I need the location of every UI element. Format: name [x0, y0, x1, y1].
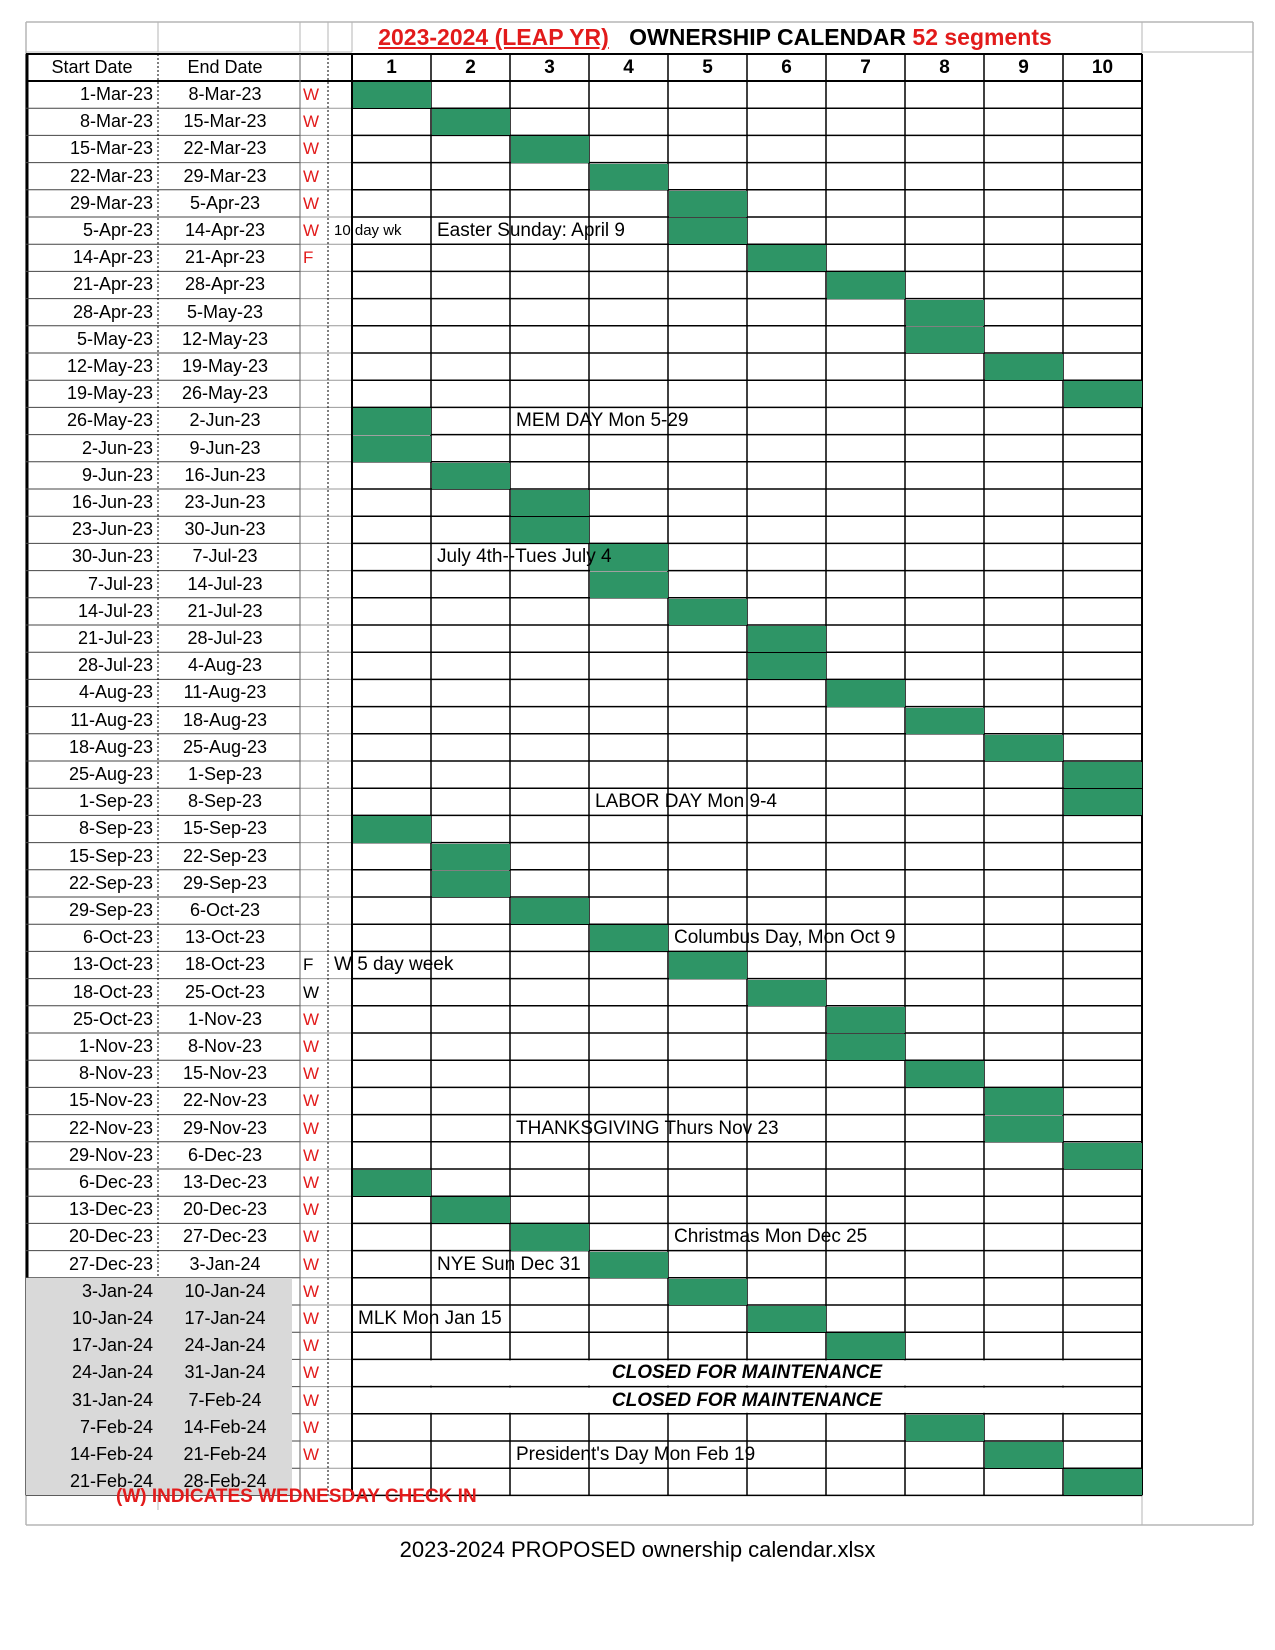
end-date: 27-Dec-23: [182, 1226, 268, 1247]
start-date: 28-Jul-23: [77, 655, 153, 676]
owner-week-cell-col-3: [511, 490, 589, 516]
column-header-4: 4: [623, 57, 634, 78]
checkin-flag: W: [303, 1390, 320, 1410]
end-date: 23-Jun-23: [184, 492, 266, 512]
end-date: 3-Jan-24: [189, 1253, 261, 1274]
week-length-note: W 5 day week: [334, 954, 454, 976]
start-date: 28-Apr-23: [72, 301, 153, 322]
end-date: 18-Aug-23: [182, 709, 268, 730]
closed-for-maintenance: CLOSED FOR MAINTENANCE: [611, 1362, 883, 1384]
owner-week-cell-col-2: [432, 844, 510, 870]
start-date: 6-Oct-23: [82, 927, 153, 948]
start-date: 20-Dec-23: [68, 1226, 153, 1247]
owner-week-cell-col-2: [432, 109, 510, 135]
column-header-1: 1: [386, 57, 397, 78]
owner-week-cell-col-1: [353, 82, 431, 108]
checkin-flag: W: [303, 1281, 320, 1301]
start-date: 25-Aug-23: [68, 764, 153, 784]
start-date: 4-Aug-23: [78, 682, 153, 703]
start-date: 14-Apr-23: [72, 247, 153, 268]
start-date: 15-Sep-23: [68, 845, 153, 866]
checkin-flag: W: [303, 982, 320, 1002]
owner-week-cell-col-6: [748, 980, 826, 1006]
end-date: 13-Dec-23: [182, 1172, 268, 1192]
holiday-note: President's Day Mon Feb 19: [516, 1444, 756, 1465]
closed-for-maintenance: CLOSED FOR MAINTENANCE: [611, 1389, 883, 1411]
holiday-note: LABOR DAY Mon 9-4: [595, 791, 777, 813]
end-date: 6-Dec-23: [187, 1144, 263, 1165]
holiday-note: NYE Sun Dec 31: [437, 1253, 581, 1275]
owner-week-cell-col-8: [906, 327, 984, 353]
checkin-flag: W: [303, 1417, 320, 1437]
start-date: 25-Oct-23: [72, 1008, 153, 1029]
start-date: 3-Jan-24: [81, 1280, 153, 1301]
end-date: 21-Feb-24: [183, 1444, 267, 1464]
start-date: 30-Jun-23: [71, 546, 153, 567]
page-title: [340, 22, 1090, 52]
owner-week-cell-col-3: [511, 136, 589, 162]
owner-week-cell-col-3: [511, 898, 589, 924]
owner-week-cell-col-1: [353, 816, 431, 842]
checkin-flag: W: [303, 1064, 320, 1084]
end-date: 12-May-23: [181, 328, 269, 349]
checkin-flag: W: [303, 85, 320, 104]
end-date: 21-Apr-23: [184, 247, 266, 268]
end-date: 28-Feb-24: [183, 1471, 267, 1492]
end-date: 10-Jan-24: [184, 1280, 266, 1301]
end-date: 17-Jan-24: [184, 1308, 266, 1328]
week-length-note: 10 day wk: [334, 222, 402, 239]
owner-week-cell-col-5: [669, 952, 747, 978]
end-date: 22-Nov-23: [182, 1090, 268, 1111]
column-header-3: 3: [544, 57, 555, 78]
column-header-5: 5: [702, 57, 713, 78]
checkin-flag: W: [303, 1227, 320, 1247]
checkin-flag: W: [303, 1009, 320, 1029]
file-caption: 2023-2024 PROPOSED ownership calendar.xlsx: [399, 1537, 876, 1562]
start-date: 18-Aug-23: [68, 736, 153, 757]
owner-week-cell-col-8: [906, 1415, 984, 1441]
start-date: 29-Nov-23: [68, 1144, 153, 1165]
checkin-flag: W: [303, 1336, 320, 1356]
owner-week-cell-col-6: [748, 245, 826, 271]
owner-week-cell-col-5: [669, 599, 747, 625]
owner-week-cell-col-9: [985, 1116, 1063, 1142]
end-date: 7-Feb-24: [188, 1389, 262, 1410]
column-header-2: 2: [465, 57, 476, 78]
start-date: 8-Nov-23: [78, 1063, 153, 1084]
end-date: 30-Jun-23: [184, 519, 266, 540]
owner-week-cell-col-7: [827, 1333, 905, 1359]
holiday-note: Christmas Mon Dec 25: [674, 1226, 868, 1248]
owner-week-cell-col-2: [432, 871, 510, 897]
end-date: 6-Oct-23: [189, 900, 261, 920]
start-date: 15-Nov-23: [68, 1090, 153, 1111]
start-date: 5-May-23: [76, 328, 153, 349]
start-date: 2-Jun-23: [81, 437, 153, 458]
end-date: 7-Jul-23: [192, 546, 258, 567]
end-date: 20-Dec-23: [182, 1199, 268, 1220]
end-date: 16-Jun-23: [184, 464, 266, 485]
end-date: 8-Sep-23: [187, 791, 263, 812]
end-date: 8-Mar-23: [188, 84, 262, 104]
start-date: 1-Nov-23: [78, 1036, 153, 1056]
end-date: 8-Nov-23: [187, 1036, 263, 1056]
end-date: 25-Oct-23: [184, 981, 266, 1002]
owner-week-cell-col-7: [827, 1007, 905, 1033]
end-date: 14-Feb-24: [183, 1416, 267, 1437]
owner-week-cell-col-3: [511, 517, 589, 543]
start-date: 8-Mar-23: [79, 111, 153, 132]
checkin-flag: W: [303, 112, 320, 132]
start-date: 24-Jan-24: [71, 1362, 153, 1383]
end-date: 5-Apr-23: [189, 192, 261, 213]
checkin-flag: W: [303, 1309, 320, 1328]
checkin-flag: W: [303, 193, 320, 213]
start-date: 10-Jan-24: [71, 1308, 153, 1328]
owner-week-cell-col-6: [748, 653, 826, 679]
start-date: 13-Oct-23: [72, 954, 153, 975]
owner-week-cell-col-4: [590, 164, 668, 190]
start-date: 13-Dec-23: [68, 1199, 153, 1220]
checkin-flag: W: [303, 1363, 320, 1383]
owner-week-cell-col-10: [1064, 789, 1142, 815]
checkin-flag: F: [303, 248, 314, 268]
end-date: 18-Oct-23: [184, 954, 266, 975]
checkin-flag: W: [303, 1145, 320, 1165]
end-date: 14-Jul-23: [187, 573, 263, 594]
start-date: 16-Jun-23: [71, 492, 153, 512]
start-date: 31-Jan-24: [71, 1389, 153, 1410]
holiday-note: Columbus Day, Mon Oct 9: [674, 927, 896, 949]
end-date: 24-Jan-24: [184, 1335, 266, 1356]
checkin-flag: W: [303, 1173, 320, 1192]
end-date: 11-Aug-23: [183, 682, 267, 703]
owner-week-cell-col-3: [511, 1224, 589, 1250]
start-date: 1-Sep-23: [78, 791, 153, 812]
start-date: 26-May-23: [66, 410, 153, 431]
column-header-8: 8: [939, 57, 950, 78]
end-date: 1-Nov-23: [187, 1008, 263, 1029]
start-date: 14-Feb-24: [69, 1444, 153, 1464]
checkin-flag: W: [303, 1445, 320, 1464]
owner-week-cell-col-6: [748, 1306, 826, 1332]
column-header-9: 9: [1018, 57, 1029, 78]
column-header-7: 7: [860, 57, 871, 78]
end-date: 15-Mar-23: [183, 111, 267, 132]
start-date: 8-Sep-23: [78, 818, 153, 839]
owner-week-cell-col-10: [1064, 381, 1142, 407]
start-date: 27-Dec-23: [68, 1253, 153, 1274]
checkin-flag: W: [303, 221, 320, 240]
start-date: 22-Nov-23: [68, 1117, 153, 1138]
start-date: 11-Aug-23: [70, 709, 153, 730]
owner-week-cell-col-10: [1064, 762, 1142, 788]
start-date: 9-Jun-23: [81, 464, 153, 485]
end-date: 2-Jun-23: [189, 410, 261, 431]
start-date: 6-Dec-23: [78, 1172, 153, 1192]
end-date: 19-May-23: [181, 356, 269, 376]
end-date: 29-Nov-23: [182, 1117, 268, 1138]
checkin-flag: W: [303, 1118, 320, 1138]
checkin-flag: W: [303, 166, 320, 186]
start-date: 1-Mar-23: [79, 84, 153, 104]
owner-week-cell-col-1: [353, 436, 431, 462]
owner-week-cell-col-5: [669, 191, 747, 217]
start-date: 22-Sep-23: [68, 872, 153, 893]
checkin-flag: W: [303, 1254, 320, 1274]
owner-week-cell-col-10: [1064, 1143, 1142, 1169]
column-header-6: 6: [781, 57, 792, 78]
start-date: 18-Oct-23: [72, 981, 153, 1002]
end-date: 29-Mar-23: [183, 165, 267, 186]
start-date: 14-Jul-23: [77, 600, 153, 621]
checkin-flag: W: [303, 1200, 320, 1220]
holiday-note: July 4th--Tues July 4: [437, 546, 612, 568]
checkin-flag: W: [303, 1091, 320, 1111]
start-date: 23-Jun-23: [71, 519, 153, 540]
header-start-date: Start Date: [51, 57, 133, 77]
holiday-note: MEM DAY Mon 5-29: [516, 410, 689, 432]
start-date: 7-Jul-23: [87, 573, 153, 594]
holiday-note: MLK Mon Jan 15: [358, 1308, 502, 1329]
owner-week-cell-col-8: [906, 300, 984, 326]
owner-week-cell-col-10: [1064, 1469, 1142, 1495]
owner-week-cell-col-1: [353, 408, 431, 434]
end-date: 15-Nov-23: [182, 1063, 268, 1084]
end-date: 29-Sep-23: [182, 872, 268, 893]
checkin-flag: W: [303, 1037, 320, 1056]
owner-week-cell-col-8: [906, 1061, 984, 1087]
start-date: 12-May-23: [66, 356, 153, 376]
owner-week-cell-col-7: [827, 272, 905, 298]
column-header-10: 10: [1091, 57, 1114, 78]
title-year: 2023-2024 (LEAP YR): [378, 24, 609, 50]
owner-week-cell-col-2: [432, 463, 510, 489]
start-date: 29-Sep-23: [68, 900, 153, 920]
end-date: 22-Sep-23: [182, 845, 268, 866]
start-date: 5-Apr-23: [82, 220, 153, 240]
header-end-date: End Date: [187, 57, 263, 77]
owner-week-cell-col-9: [985, 1442, 1063, 1468]
end-date: 22-Mar-23: [183, 138, 267, 159]
owner-week-cell-col-4: [590, 1252, 668, 1278]
end-date: 31-Jan-24: [184, 1362, 266, 1383]
checkin-flag: F: [303, 955, 314, 975]
owner-week-cell-col-5: [669, 1279, 747, 1305]
start-date: 22-Mar-23: [69, 165, 153, 186]
end-date: 15-Sep-23: [182, 818, 268, 839]
end-date: 9-Jun-23: [189, 437, 261, 458]
owner-week-cell-col-9: [985, 1088, 1063, 1114]
owner-week-cell-col-4: [590, 572, 668, 598]
owner-week-cell-col-4: [590, 925, 668, 951]
holiday-note: THANKSGIVING Thurs Nov 23: [516, 1117, 779, 1139]
end-date: 4-Aug-23: [187, 655, 263, 676]
owner-week-cell-col-5: [669, 218, 747, 244]
wednesday-checkin-note: (W) INDICATES WEDNESDAY CHECK IN: [116, 1486, 477, 1507]
start-date: 21-Jul-23: [77, 628, 153, 648]
title-segments: 52 segments: [912, 24, 1052, 50]
owner-week-cell-col-9: [985, 354, 1063, 380]
start-date: 29-Mar-23: [69, 192, 153, 213]
owner-week-cell-col-2: [432, 1197, 510, 1223]
end-date: 5-May-23: [186, 301, 264, 322]
start-date: 15-Mar-23: [69, 138, 153, 159]
start-date: 7-Feb-24: [79, 1416, 153, 1437]
end-date: 28-Apr-23: [184, 274, 266, 295]
holiday-note: Easter Sunday: April 9: [437, 220, 625, 241]
title-main: OWNERSHIP CALENDAR: [629, 24, 907, 50]
end-date: 21-Jul-23: [187, 600, 263, 621]
end-date: 1-Sep-23: [187, 764, 263, 784]
start-date: 19-May-23: [66, 383, 153, 404]
checkin-flag: W: [303, 139, 320, 159]
owner-week-cell-col-7: [827, 1034, 905, 1060]
end-date: 28-Jul-23: [187, 628, 263, 648]
owner-week-cell-col-6: [748, 626, 826, 652]
start-date: 21-Feb-24: [69, 1471, 153, 1492]
owner-week-cell-col-9: [985, 735, 1063, 761]
end-date: 25-Aug-23: [182, 736, 268, 757]
end-date: 26-May-23: [181, 383, 269, 404]
end-date: 13-Oct-23: [184, 927, 266, 948]
start-date: 17-Jan-24: [71, 1335, 153, 1356]
end-date: 14-Apr-23: [184, 220, 266, 240]
start-date: 21-Apr-23: [72, 274, 153, 295]
owner-week-cell-col-8: [906, 708, 984, 734]
owner-week-cell-col-1: [353, 1170, 431, 1196]
owner-week-cell-col-7: [827, 680, 905, 706]
